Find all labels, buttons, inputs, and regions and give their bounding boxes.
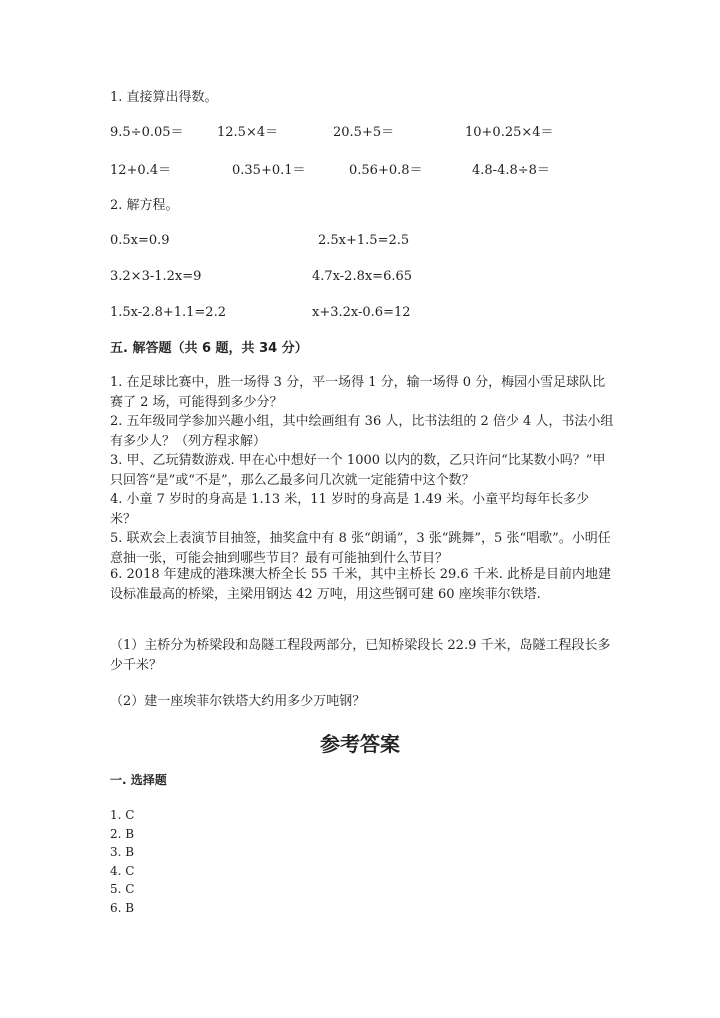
equation: 2.5x+1.5=2.5	[318, 233, 410, 248]
answer-section-heading: 一. 选择题	[110, 773, 167, 787]
calc-item: 20.5+5＝	[333, 125, 395, 140]
problem-6-sub-1: （1）主桥分为桥梁段和岛隧工程段两部分，已知桥梁段长 22.9 千米，岛隧工程段长多少千米？	[110, 638, 611, 673]
calc-item: 10+0.25×4＝	[465, 125, 554, 140]
equation: 1.5x-2.8+1.1=2.2	[110, 305, 226, 320]
answer-item: 2. B	[110, 826, 135, 841]
problem-6-sub-2: （2）建一座埃菲尔铁塔大约用多少万吨钢？	[110, 694, 366, 709]
equation: x+3.2x-0.6=12	[312, 305, 411, 320]
calc-item: 0.56+0.8＝	[349, 163, 423, 178]
answer-item: 1. C	[110, 808, 135, 822]
equation: 4.7x-2.8x=6.65	[312, 269, 413, 284]
answer-item: 4. C	[110, 863, 135, 878]
answer-item: 6. B	[110, 900, 135, 915]
problem-2: 2. 五年级同学参加兴趣小组，其中绘画组有 36 人，比书法组的 2 倍少 4 人，书法小组有多少人？（列方程求解）	[110, 414, 614, 449]
calc-item: 9.5÷0.05＝	[110, 125, 184, 140]
section-2-title: 2. 解方程。	[110, 198, 179, 213]
equation: 0.5x=0.9	[110, 233, 170, 248]
answer-key-title: 参考答案	[320, 732, 400, 756]
section-5-heading: 五. 解答题（共 6 题，共 34 分）	[110, 341, 308, 356]
calc-item: 12+0.4＝	[110, 163, 172, 178]
problem-6: 6. 2018 年建成的港珠澳大桥全长 55 千米，其中主桥长 29.6 千米. 此桥是目前内地建设标准最高的桥梁，主梁用钢达 42 万吨，用这些钢可建 60 座埃菲尔铁塔.	[110, 567, 612, 602]
problem-3: 3. 甲、乙玩猜数游戏. 甲在心中想好一个 1000 以内的数，乙只许问“比某数小吗？”甲只回答“是”或“不是”，那么乙最多问几次就一定能猜中这个数？	[110, 453, 606, 488]
answer-item: 5. C	[110, 882, 135, 897]
problem-4: 4. 小童 7 岁时的身高是 1.13 米，11 岁时的身高是 1.49 米。小童平均每年长多少米？	[110, 492, 590, 527]
answer-list	[110, 806, 134, 918]
calc-item: 0.35+0.1＝	[232, 163, 306, 178]
calc-item: 4.8-4.8÷8＝	[472, 163, 550, 178]
problem-1: 1. 在足球比赛中，胜一场得 3 分，平一场得 1 分，输一场得 0 分，梅园小雪足球队比赛了 2 场，可能得到多少分？	[110, 375, 606, 410]
equation: 3.2×3-1.2x=9	[110, 269, 202, 284]
answer-item: 3. B	[110, 845, 135, 860]
problem-5: 5. 联欢会上表演节目抽签，抽奖盒中有 8 张“朗诵”，3 张“跳舞”，5 张“唱歌”。小明任意抽一张，可能会抽到哪些节目？最有可能抽到什么节目？	[110, 531, 611, 566]
calc-item: 12.5×4＝	[217, 125, 279, 140]
section-1-title: 1. 直接算出得数。	[110, 90, 218, 105]
